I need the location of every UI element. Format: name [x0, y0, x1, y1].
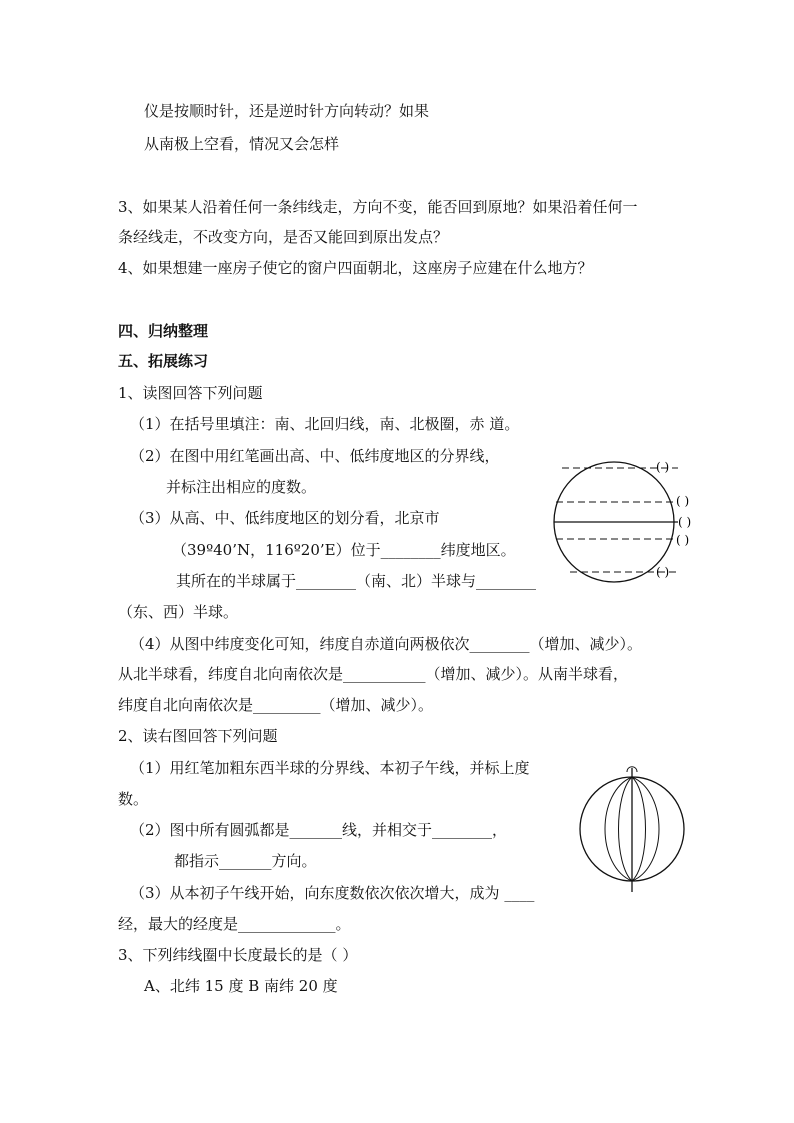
bracket-label: ( ) — [678, 515, 692, 529]
question-1-part-4: （4）从图中纬度变化可知，纬度自赤道向两极依次________（增加、减少）。 — [130, 635, 643, 653]
question-1-part-3-cont: （39º40’N，116º20’E）位于________纬度地区。 — [172, 541, 516, 559]
question-2: 2、读右图回答下列问题 — [118, 727, 278, 745]
question-2-part-3-cont: 经，最大的经度是_____________。 — [118, 915, 351, 933]
section-heading-summary: 四、归纳整理 — [118, 322, 209, 340]
question-2-part-2-cont: 都指示_______方向。 — [174, 852, 317, 870]
bracket-label: ( ) — [656, 460, 670, 474]
bracket-label: ( ) — [676, 533, 690, 547]
text-line: 条经线走，不改变方向，是否又能回到原出发点？ — [118, 228, 449, 246]
text-line: 3、如果某人沿着任何一条纬线走，方向不变，能否回到原地？如果沿着任何一 — [118, 198, 638, 216]
question-1-part-3-cont: （东、西）半球。 — [118, 603, 239, 621]
text-line: 仪是按顺时针，还是逆时针方向转动？如果 — [144, 102, 430, 120]
question-1: 1、读图回答下列问题 — [118, 384, 263, 402]
question-1-part-1: （1）在括号里填注：南、北回归线，南、北极圈，赤 道。 — [130, 415, 520, 433]
bracket-label: ( ) — [656, 565, 670, 579]
question-2-part-2: （2）图中所有圆弧都是_______线，并相交于________， — [130, 821, 508, 839]
question-1-part-4-cont: 从北半球看，纬度自北向南依次是___________（增加、减少）。从南半球看， — [118, 665, 629, 683]
question-1-part-4-cont: 纬度自北向南依次是_________（增加、减少）。 — [118, 696, 434, 714]
question-3: 3、下列纬线圈中长度最长的是（ ） — [118, 946, 358, 964]
question-1-part-3: （3）从高、中、低纬度地区的划分看，北京市 — [130, 509, 440, 527]
question-3-options: A、北纬 15 度 B 南纬 20 度 — [144, 977, 338, 995]
question-2-part-1: （1）用红笔加粗东西半球的分界线、本初子午线，并标上度 — [130, 759, 530, 777]
text-line: 4、如果想建一座房子使它的窗户四面朝北，这座房子应建在什么地方？ — [118, 259, 593, 277]
latitude-globe-figure — [548, 455, 738, 595]
section-heading-exercise: 五、拓展练习 — [118, 352, 209, 370]
text-line: 从南极上空看，情况又会怎样 — [144, 135, 340, 153]
bracket-label: ( ) — [676, 494, 690, 508]
question-1-part-3-cont: 其所在的半球属于________（南、北）半球与________ — [176, 572, 537, 590]
question-1-part-2-cont: 并标注出相应的度数。 — [166, 478, 317, 496]
question-1-part-2: （2）在图中用红笔画出高、中、低纬度地区的分界线， — [130, 447, 500, 465]
question-2-part-1-cont: 数。 — [118, 790, 149, 808]
meridian-globe-figure — [578, 762, 688, 898]
question-2-part-3: （3）从本初子午线开始，向东度数依次依次增大，成为 ____ — [130, 884, 535, 902]
